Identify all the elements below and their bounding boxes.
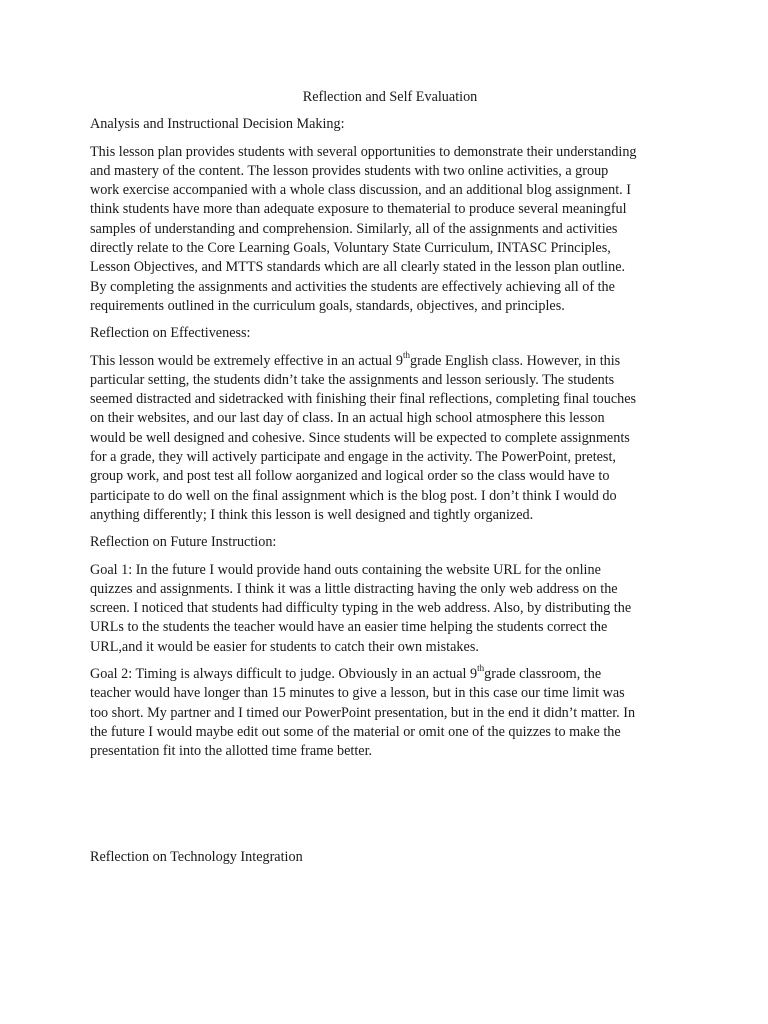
- text-line: would be well designed and cohesive. Since students will be expected to complete assignments: [90, 429, 630, 446]
- text-line: [90, 349, 690, 371]
- text-line: participate to do well on the final assignment which is the blog post. I don’t think I would do: [90, 487, 617, 504]
- text-line: URL,and it would be easier for students to catch their own mistakes.: [90, 638, 479, 655]
- text-line: teacher would have longer than 15 minutes to give a lesson, but in this case our time limit was: [90, 685, 625, 702]
- text-line: for a grade, they will actively participate and engage in the activity. The PowerPoint, pretest,: [90, 449, 616, 466]
- paragraph-effectiveness: [90, 349, 690, 526]
- text-segment: This lesson would be extremely effective in an actual 9: [90, 352, 403, 369]
- text-line: Lesson Objectives, and MTTS standards which are all clearly stated in the lesson plan outline.: [90, 259, 626, 276]
- document-page: [90, 88, 690, 875]
- text-line: quizzes and assignments. I think it was a little distracting having the only web address on the: [90, 580, 618, 597]
- text-line: screen. I noticed that students had difficulty typing in the web address. Also, by distributing the: [90, 600, 632, 617]
- section-heading-effectiveness: Reflection on Effectiveness:: [90, 325, 251, 342]
- text-line: Goal 1: In the future I would provide hand outs containing the website URL for the online: [90, 561, 601, 578]
- text-line: too short. My partner and I timed our PowerPoint presentation, but in the end it didn’t matter. In: [90, 704, 636, 721]
- paragraph-goal-2: [90, 665, 690, 761]
- text-line: presentation fit into the allotted time frame better.: [90, 743, 373, 760]
- text-line: the future I would maybe edit out some of the material or omit one of the quizzes to make the: [90, 723, 621, 740]
- section-heading-technology-integration: Reflection on Technology Integration: [90, 848, 303, 865]
- superscript-ordinal: th: [477, 663, 485, 674]
- superscript-ordinal: th: [402, 349, 410, 360]
- text-line: directly relate to the Core Learning Goals, Voluntary State Curriculum, INTASC Principles,: [90, 240, 611, 257]
- text-line: and mastery of the content. The lesson provides students with two online activities, a group: [90, 162, 609, 179]
- text-line: work exercise accompanied with a whole class discussion, and an additional blog assignment. I: [90, 182, 631, 199]
- text-line: group work, and post test all follow aorganized and logical order so the class would have to: [90, 468, 610, 485]
- section-heading-future-instruction: Reflection on Future Instruction:: [90, 534, 277, 551]
- paragraph-goal-1: [90, 561, 690, 657]
- text-line: This lesson plan provides students with several opportunities to demonstrate their understanding: [90, 143, 637, 160]
- text-line: particular setting, the students didn’t take the assignments and lesson seriously. The students: [90, 371, 615, 388]
- paragraph-analysis: [90, 143, 690, 317]
- text-segment: grade English class. However, in this: [409, 352, 621, 369]
- text-line: anything differently; I think this lesson is well designed and tightly organized.: [90, 506, 534, 523]
- document-title: Reflection and Self Evaluation: [302, 89, 478, 105]
- text-segment: grade classroom, the: [484, 666, 602, 683]
- text-line: requirements outlined in the curriculum goals, standards, objectives, and principles.: [90, 297, 565, 314]
- blank-space: [90, 770, 690, 848]
- text-line: on their websites, and our last day of class. In an actual high school atmosphere this lesson: [90, 410, 605, 427]
- text-line: [90, 665, 690, 684]
- text-line: samples of understanding and comprehension. Similarly, all of the assignments and activities: [90, 220, 618, 237]
- text-segment: Goal 2: Timing is always difficult to judge. Obviously in an actual 9: [90, 666, 478, 683]
- text-line: URLs to the students the teacher would have an easier time helping the students correct the: [90, 619, 608, 636]
- text-line: seemed distracted and sidetracked with finishing their final reflections, completing final touches: [90, 391, 637, 408]
- text-line: think students have more than adequate exposure to thematerial to produce several meaningful: [90, 201, 627, 218]
- text-line: By completing the assignments and activities the students are effectively achieving all of the: [90, 278, 615, 295]
- section-heading-analysis: Analysis and Instructional Decision Making:: [90, 116, 345, 133]
